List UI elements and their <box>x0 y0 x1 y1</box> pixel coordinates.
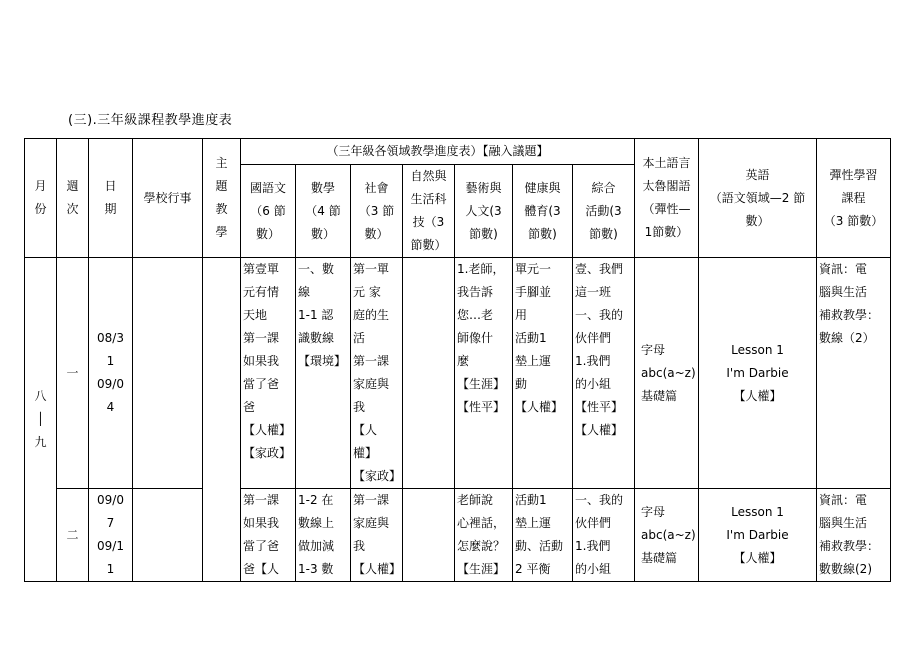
header-domain-group: （三年級各領域教學進度表）【融入議題】 <box>241 139 635 165</box>
flexible-cell: 資訊：電 腦與生活 補救教學： 數線（2） <box>817 258 891 489</box>
arts-cell: 1.老師， 我告訴 您…老 師像什 麼 【生涯】 【性平】 <box>455 258 513 489</box>
header-social: 社會 （3 節 數） <box>351 165 403 258</box>
schedule-table <box>24 138 891 582</box>
school-events-cell <box>133 258 203 489</box>
header-arts: 藝術與 人文(3 節數) <box>455 165 513 258</box>
social-cell: 第一課 家庭與 我 【人權】 <box>351 489 403 582</box>
header-integrative: 綜合 活動(3 節數) <box>573 165 635 258</box>
chinese-cell: 第壹單 元有情 天地 第一課 如果我 當了爸 爸 【人權】 【家政】 <box>241 258 296 489</box>
native-language-cell: 字母 abc(a~z) 基礎篇 <box>635 489 699 582</box>
header-school-events: 學校行事 <box>133 139 203 258</box>
header-date: 日 期 <box>89 139 133 258</box>
page-title: (三).三年級課程教學進度表 <box>68 113 233 128</box>
health-cell: 單元一 手腳並 用 活動1 墊上運 動 【人權】 <box>513 258 573 489</box>
science-cell <box>403 258 455 489</box>
month-cell: 八 │ 九 <box>25 258 57 582</box>
english-cell: Lesson 1 I'm Darbie 【人權】 <box>699 258 817 489</box>
theme-cell <box>203 258 241 582</box>
header-theme: 主 題 教 學 <box>203 139 241 258</box>
header-native-language: 本土語言 太魯閣語 （彈性— 1節數） <box>635 139 699 258</box>
social-cell: 第一單 元 家 庭的生 活 第一課 家庭與 我 【人權】 【家政】 <box>351 258 403 489</box>
native-language-cell: 字母 abc(a~z) 基礎篇 <box>635 258 699 489</box>
science-cell <box>403 489 455 582</box>
header-science: 自然與 生活科 技（3 節數） <box>403 165 455 258</box>
health-cell: 活動1 墊上運 動、活動 2 平衡 <box>513 489 573 582</box>
date-cell: 09/0 7 09/1 1 <box>89 489 133 582</box>
header-math: 數學 （4 節 數） <box>296 165 351 258</box>
school-events-cell <box>133 489 203 582</box>
date-cell: 08/3 1 09/0 4 <box>89 258 133 489</box>
header-health: 健康與 體育(3 節數) <box>513 165 573 258</box>
arts-cell: 老師說 心裡話， 怎麼說？ 【生涯】 <box>455 489 513 582</box>
math-cell: 一、數 線 1-1 認 識數線 【環境】 <box>296 258 351 489</box>
header-english: 英語 （語文領域—2 節 數） <box>699 139 817 258</box>
english-cell: Lesson 1 I'm Darbie 【人權】 <box>699 489 817 582</box>
chinese-cell: 第一課 如果我 當了爸 爸【人 <box>241 489 296 582</box>
header-flexible: 彈性學習 課程 （3 節數） <box>817 139 891 258</box>
week-cell: 一 <box>57 258 89 489</box>
integrative-cell: 一、我的 伙伴們 1.我們 的小組 <box>573 489 635 582</box>
flexible-cell: 資訊：電 腦與生活 補救教學： 數數線(2) <box>817 489 891 582</box>
integrative-cell: 壹、我們 這一班 一、我的 伙伴們 1.我們 的小組 【性平】 【人權】 <box>573 258 635 489</box>
header-chinese: 國語文 （6 節 數） <box>241 165 296 258</box>
header-month: 月 份 <box>25 139 57 258</box>
math-cell: 1-2 在 數線上 做加減 1-3 數 <box>296 489 351 582</box>
week-cell: 二 <box>57 489 89 582</box>
header-week: 週 次 <box>57 139 89 258</box>
